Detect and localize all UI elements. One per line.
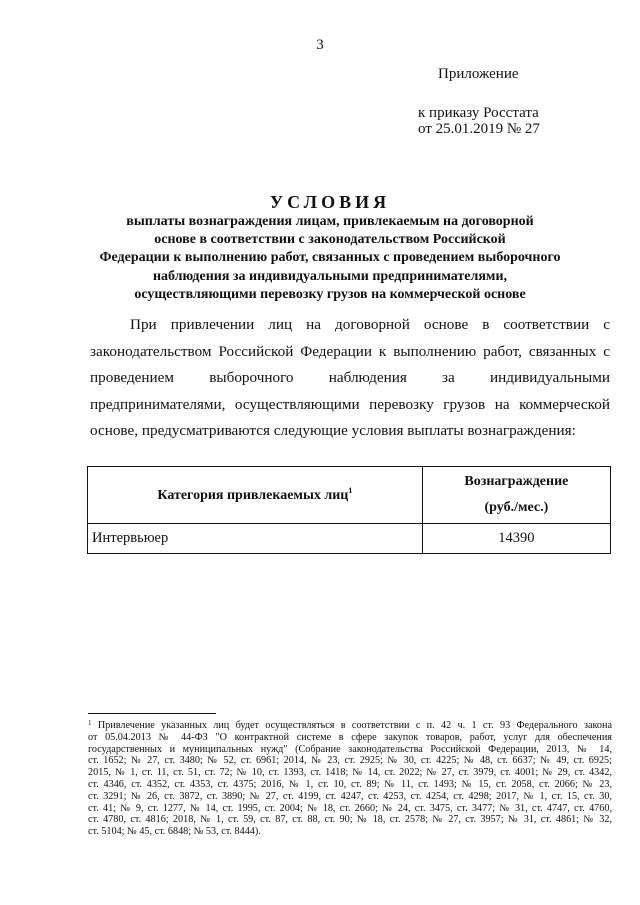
category-cell: Интервьюер bbox=[88, 524, 423, 554]
footnote-divider bbox=[88, 713, 216, 714]
footnote-text: Привлечение указанных лиц будет осуществляться в соответствии с п. 42 ч. 1 ст. 93 Федерального закона bbox=[97, 720, 612, 731]
footnote-line: ст. 3291; № 26, ст. 3872, ст. 3890; № 27, ст. 4199, ст. 4247, ст. 4253, ст. 4254, ст. 4298; 2017, № 1, ст. 15, ст. 30, bbox=[88, 790, 612, 802]
footnote-line: ст. 4780, ст. 4816; 2018, № 1, ст. 59, ст. 87, ст. 88, ст. 90; № 18, ст. 2578; № 27, ст. 3957; № 31, ст. 4861; № 32, bbox=[88, 814, 612, 826]
conditions-table bbox=[87, 466, 611, 554]
body-line: основе, предусматриваются следующие условия выплаты вознаграждения: bbox=[90, 422, 576, 439]
footnote-marker: 1 bbox=[348, 486, 353, 495]
appendix-title: Приложение bbox=[438, 66, 519, 82]
appendix-order-ref: к приказу Росстата bbox=[418, 105, 539, 121]
amount-cell: 14390 bbox=[422, 524, 610, 554]
document-subheading bbox=[60, 213, 600, 304]
category-column-header bbox=[88, 467, 423, 524]
body-line: предпринимателями, осуществляющими перевозку грузов на коммерческой bbox=[90, 395, 610, 413]
reward-column-header bbox=[422, 467, 610, 524]
reward-header-label: Вознаграждение bbox=[464, 474, 569, 489]
subheading-line: осуществляющими перевозку грузов на коммерческой основе bbox=[134, 286, 526, 302]
footnote-line: 2015, № 1, ст. 11, ст. 51, ст. 72; № 10, ст. 1393, ст. 1418; № 14, ст. 2022; № 27, ст. 3979, ст. 4001; № 29, ст. 4342, bbox=[88, 767, 612, 779]
footnote-line: ст. 4346, ст. 4352, ст. 4353, ст. 4375; 2016, № 1, ст. 10, ст. 89; № 11, ст. 1493; № 15, ст. 2058, ст. 2066; № 23, bbox=[88, 778, 612, 790]
table-header-row bbox=[88, 467, 611, 524]
footnote-line: ст. 1652; № 27, ст. 3480; № 52, ст. 6961; 2014, № 23, ст. 2925; № 30, ст. 4225; № 48, ст. 6637; № 49, ст. 6925; bbox=[88, 755, 612, 767]
appendix-order-date: от 25.01.2019 № 27 bbox=[418, 121, 540, 137]
footnote-line: ст. 41; № 9, ст. 1277, № 14, ст. 1995, ст. 2004; № 18, ст. 2660; № 24, ст. 3475, ст. 3477; № 31, ст. 4747, ст. 4760, bbox=[88, 802, 612, 814]
footnote bbox=[88, 718, 612, 838]
body-line: При привлечении лиц на договорной основе в соответствии с bbox=[130, 316, 610, 333]
subheading-line: наблюдения за индивидуальными предпринимателями, bbox=[152, 268, 508, 284]
footnote-line: ст. 5104; № 45, ст. 6848; № 53, ст. 8444). bbox=[88, 826, 261, 838]
reward-header-unit: (руб./мес.) bbox=[484, 500, 549, 515]
footnote-line: от 05.04.2013 № 44-ФЗ "О контрактной системе в сфере закупок товаров, работ, услуг для обеспечения bbox=[88, 731, 612, 743]
subheading-line: Федерации к выполнению работ, связанных с проведением выборочного bbox=[99, 250, 561, 266]
document-heading: УСЛОВИЯ bbox=[269, 192, 391, 212]
conditions-table-wrapper bbox=[87, 466, 611, 554]
footnote-line bbox=[88, 718, 612, 732]
subheading-line: выплаты вознаграждения лицам, привлекаемым на договорной bbox=[126, 214, 534, 229]
subheading-line: основе в соответствии с законодательством Российской bbox=[154, 232, 506, 248]
body-line: проведением выборочного наблюдения за индивидуальными bbox=[90, 369, 610, 386]
page-number: 3 bbox=[316, 37, 324, 53]
category-header-label: Категория привлекаемых лиц bbox=[157, 488, 349, 503]
body-line: законодательством Российской Федерации к выполнению работ, связанных с bbox=[90, 342, 610, 360]
table-row bbox=[88, 524, 611, 554]
body-paragraph bbox=[90, 312, 610, 445]
footnote-mark: 1 bbox=[88, 719, 92, 727]
footnote-line: государственных и муниципальных нужд" (Собрание законодательства Российской Федерации, 2013, № 14, bbox=[88, 743, 612, 755]
